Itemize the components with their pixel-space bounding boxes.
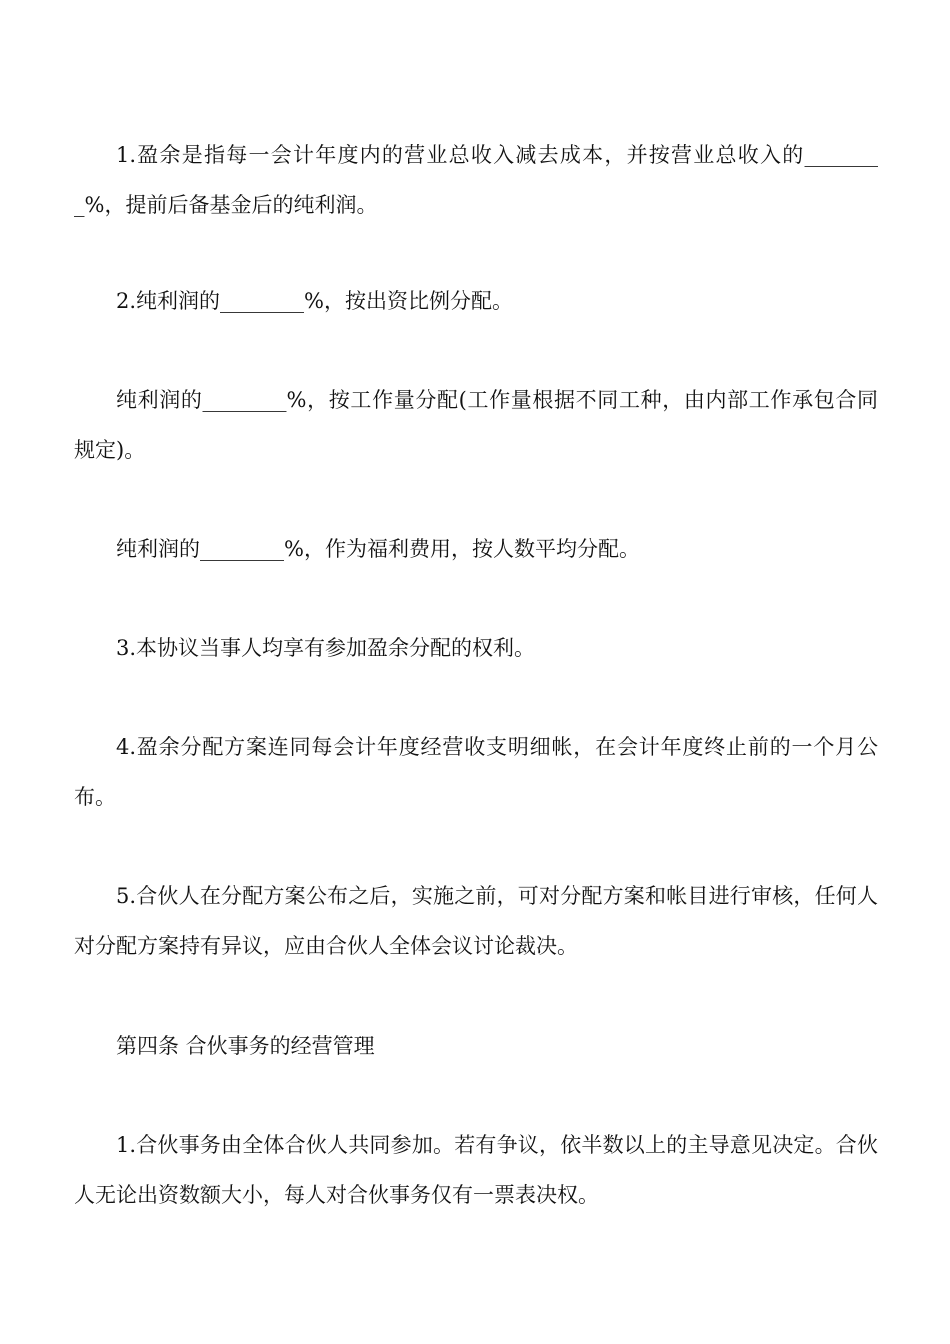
section-heading-article-four: 第四条 合伙事务的经营管理 <box>116 1034 375 1058</box>
paragraph-capital-distribution: 2.纯利润的________%，按出资比例分配。 <box>116 289 513 313</box>
paragraph-distribution-rights: 3.本协议当事人均享有参加盈余分配的权利。 <box>116 636 536 660</box>
paragraph-partnership-management: 1.合伙事务由全体合伙人共同参加。若有争议，依半数以上的主导意见决定。合伙人无论出资数额大小，每人对合伙事务仅有一票表决权。 <box>74 1133 878 1207</box>
paragraph-workload-distribution: 纯利润的________%，按工作量分配(工作量根据不同工种，由内部工作承包合同规定)。 <box>74 388 878 462</box>
paragraph-surplus-definition: 1.盈余是指每一会计年度内的营业总收入减去成本，并按营业总收入的________%，提前后备基金后的纯利润。 <box>74 143 878 217</box>
paragraph-welfare-distribution: 纯利润的________%，作为福利费用，按人数平均分配。 <box>116 537 640 561</box>
paragraph-plan-announcement: 4.盈余分配方案连同每会计年度经营收支明细帐，在会计年度终止前的一个月公布。 <box>74 735 878 809</box>
paragraph-plan-review: 5.合伙人在分配方案公布之后，实施之前，可对分配方案和帐目进行审核，任何人对分配方案持有异议，应由合伙人全体会议讨论裁决。 <box>74 884 878 958</box>
